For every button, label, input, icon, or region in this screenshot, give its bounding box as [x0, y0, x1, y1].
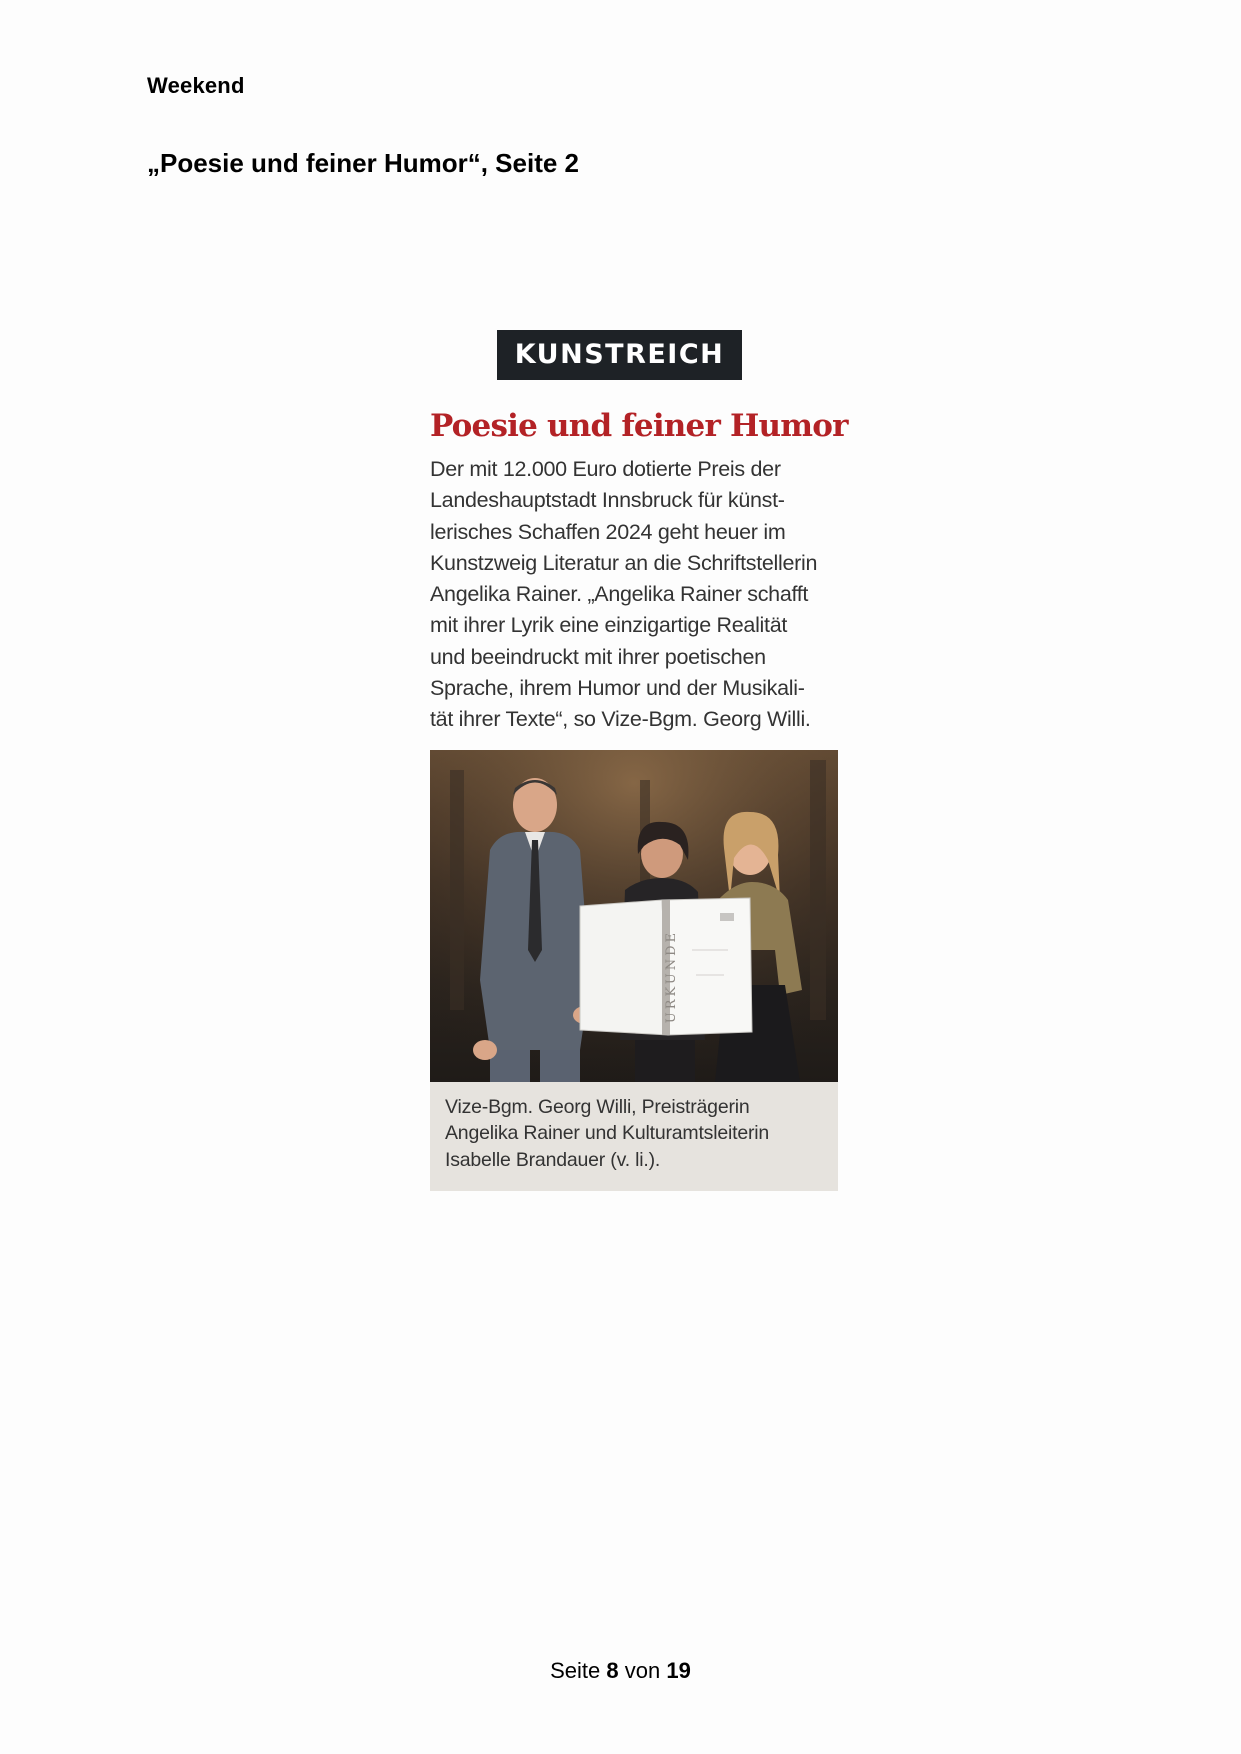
publication-name: Weekend	[147, 73, 245, 98]
document-title: „Poesie und feiner Humor“, Seite 2	[147, 148, 579, 178]
page-number: 8	[606, 1658, 619, 1683]
article-body	[430, 454, 838, 736]
award-photo-illustration	[430, 750, 838, 1082]
article-body-line: Der mit 12.000 Euro dotierte Preis der	[430, 457, 781, 481]
article-body-line: Kunstzweig Literatur an die Schriftstellerin	[430, 550, 818, 575]
caption-line: Vize-Bgm. Georg Willi, Preisträgerin	[445, 1095, 750, 1118]
page-separator: von	[624, 1658, 661, 1683]
article-body-line: mit ihrer Lyrik eine einzigartige Realität	[430, 613, 788, 638]
certificate-text: URKUNDE	[664, 929, 679, 1023]
page-total: 19	[666, 1658, 691, 1683]
section-tag: KUNSTREICH	[497, 330, 742, 380]
caption-line: Isabelle Brandauer (v. li.).	[445, 1148, 661, 1171]
article-body-line: lerisches Schaffen 2024 geht heuer im	[430, 519, 786, 544]
article-body-line: Angelika Rainer. „Angelika Rainer schafft	[430, 582, 809, 607]
photo-caption	[430, 1082, 838, 1192]
article-body-line: tät ihrer Texte“, so Vize-Bgm. Georg Willi.	[430, 707, 811, 732]
award-photo	[430, 750, 838, 1082]
article-body-line: Sprache, ihrem Humor und der Musikali-	[430, 676, 805, 701]
caption-line: Angelika Rainer und Kulturamtsleiterin	[445, 1122, 770, 1145]
article-body-line: und beeindruckt mit ihrer poetischen	[430, 644, 766, 669]
newspaper-clipping	[430, 330, 848, 1191]
article-body-line: Landeshauptstadt Innsbruck für künst-	[430, 488, 785, 513]
article-headline: Poesie und feiner Humor	[430, 408, 848, 444]
page-footer	[0, 1658, 1241, 1684]
page-prefix: Seite	[550, 1658, 601, 1683]
